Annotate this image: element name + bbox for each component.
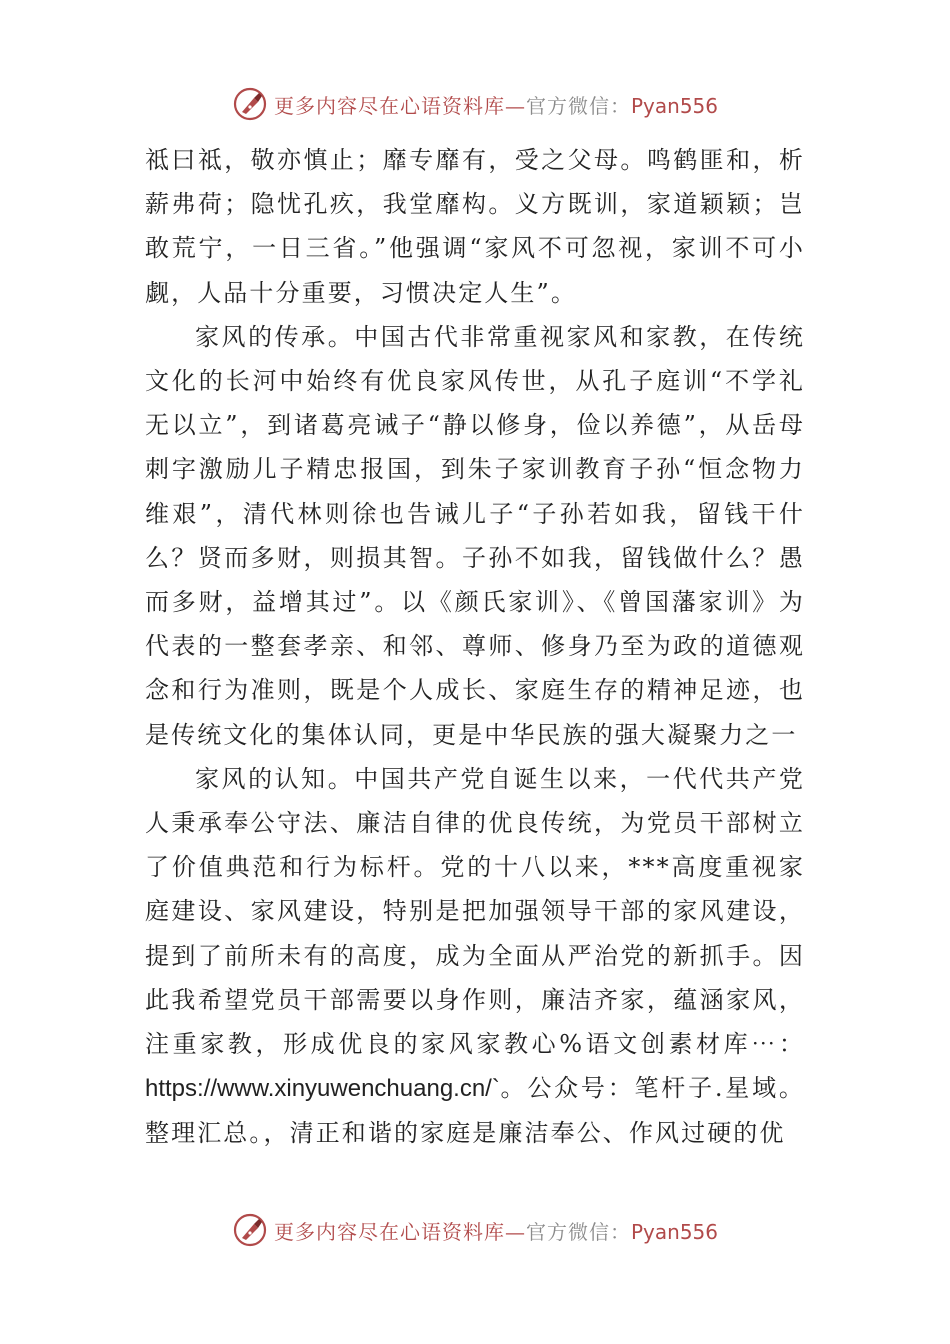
footer-banner-text: [274, 1216, 718, 1245]
pen-nib-logo-icon: [232, 86, 268, 122]
header-label: 官方微信：: [525, 93, 631, 118]
paragraph-3-url: https://www.xinyuwenchuang.cn/`: [145, 1075, 500, 1103]
header-account: Pyan556: [630, 93, 718, 118]
footer-account: Pyan556: [630, 1219, 718, 1244]
footer-label: 官方微信：: [525, 1219, 631, 1244]
paragraph-1: 祗曰祗，敬亦慎止；靡专靡有，受之父母。鸣鹤匪和，析薪弗荷；隐忧孔疚，我堂靡构。义方既训，家道颖颖；岂敢荒宁，一日三省。”他强调“家风不可忽视，家训不可小觑，人品十分重要，习惯决定人生”。: [145, 146, 805, 307]
header-separator: —: [504, 93, 526, 118]
footer-site-text: 更多内容尽在心语资料库: [273, 1219, 505, 1244]
paragraph-3: [145, 757, 805, 1156]
header-banner: [0, 82, 950, 126]
footer-banner: [0, 1208, 950, 1252]
document-body: [145, 138, 805, 1156]
paragraph-3-text-before-url: 家风的认知。中国共产党自诞生以来，一代代共产党人秉承奉公守法、廉洁自律的优良传统，为党员干部树立了价值典范和行为标杆。党的十八以来，***高度重视家庭建设、家风建设，特别是把加强领导干部的家风建设，提到了前所未有的高度，成为全面从严治党的新抓手。因此我希望党员干部需要以身作则，廉洁齐家，蕴涵家风，注重家教，形成优良的家风家教心%语文创素材库⋯：: [145, 764, 805, 1059]
pen-nib-logo-icon: [232, 1212, 268, 1248]
header-banner-text: [274, 90, 718, 119]
paragraph-2: 家风的传承。中国古代非常重视家风和家教，在传统文化的长河中始终有优良家风传世，从孔子庭训“不学礼无以立”，到诸葛亮诫子“静以修身，俭以养德”，从岳母刺字激励儿子精忠报国，到朱子家训教育子孙“恒念物力维艰”，清代林则徐也告诫儿子“子孙若如我，留钱干什么？贤而多财，则损其智。子孙不如我，留钱做什么？愚而多财，益增其过”。以《颜氏家训》、《曾国藩家训》为代表的一整套孝亲、和邻、尊师、修身乃至为政的道德观念和行为准则，既是个人成长、家庭生存的精神足迹，也是传统文化的集体认同，更是中华民族的强大凝聚力之一: [145, 322, 805, 749]
paragraph-3-text-after-url: 。公众号：笔杆子.星域。整理汇总。，清正和谐的家庭是廉洁奉公、作风过硬的优: [145, 1074, 805, 1148]
header-site-text: 更多内容尽在心语资料库: [273, 93, 505, 118]
footer-separator: —: [504, 1219, 526, 1244]
